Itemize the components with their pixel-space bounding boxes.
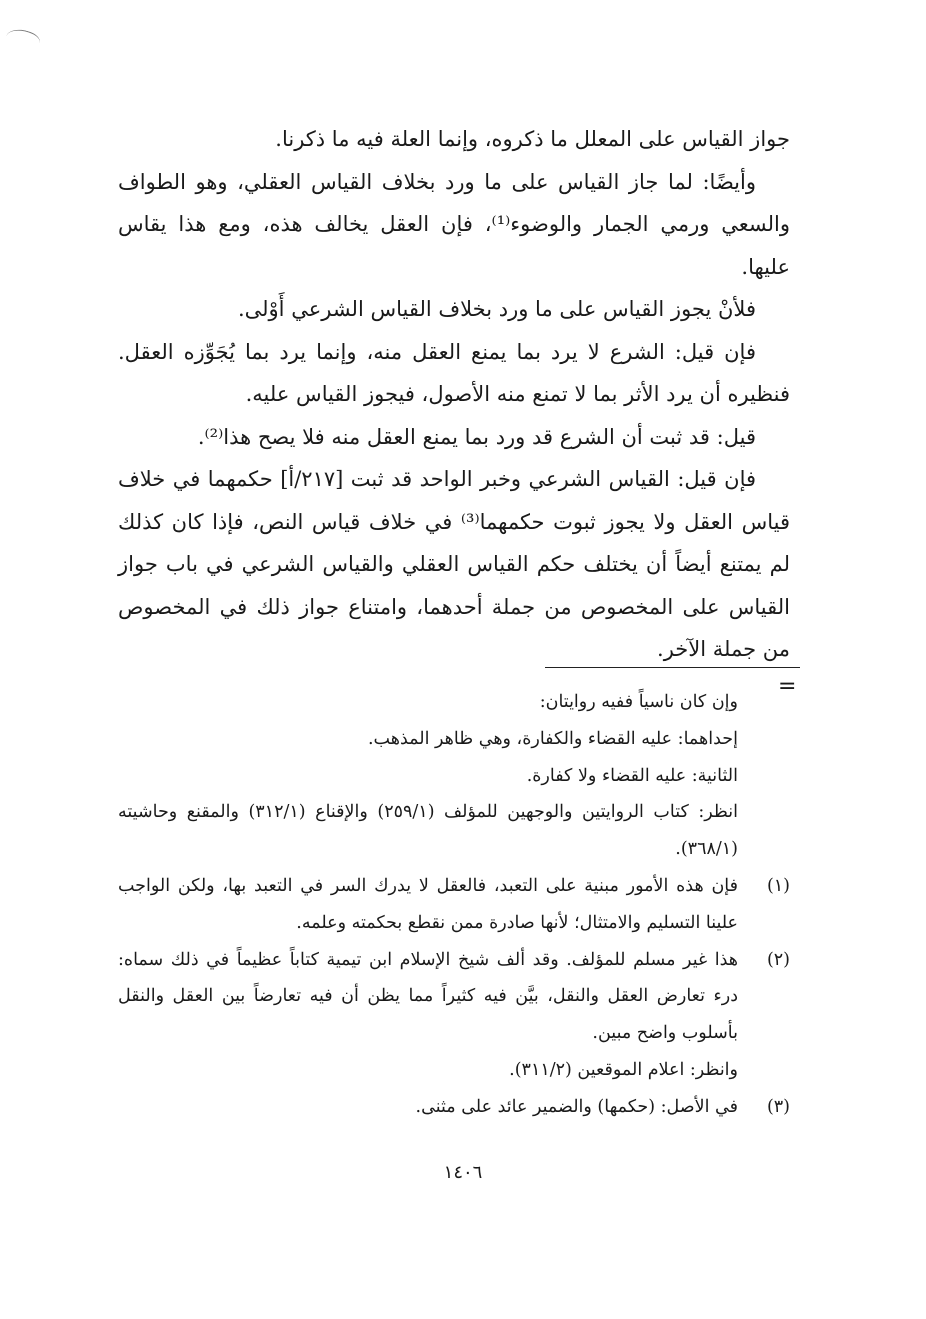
main-paragraph: قيل: قد ثبت أن الشرع قد ورد بما يمنع العقل منه فلا يصح هذا⁽²⁾.: [197, 424, 756, 449]
footnote-body: [118, 942, 738, 1089]
footnote-line: هذا غير مسلم للمؤلف. وقد ألف شيخ الإسلام ابن تيمية كتاباً عظيماً في ذلك سماه: درء تعارض العقل والنقل، بيَّن فيه كثيراً مما يظن أن فيه تعارضاً بين العقل والنقل بأسلوب واضح مبين.: [118, 949, 738, 1044]
footnote-continued: [118, 684, 790, 868]
footnote-line: إحداهما: عليه القضاء والكفارة، وهي ظاهر المذهب.: [367, 728, 738, 749]
footnote-body: [118, 1089, 738, 1126]
footnote-line: الثانية: عليه القضاء ولا كفارة.: [526, 765, 738, 786]
footnote-2: [118, 942, 790, 1089]
footnotes-section: [118, 684, 790, 1126]
page-number: ١٤٠٦: [443, 1162, 483, 1183]
main-paragraph: وأيضًا: لما جاز القياس على ما ورد بخلاف القياس العقلي، وهو الطواف والسعي ورمي الجمار والوضوء⁽¹⁾، فإن العقل يخالف هذه، ومع هذا يقاس عليها.: [118, 169, 790, 279]
footnote-line: وانظر: اعلام الموقعين (٣١١/٢).: [509, 1059, 738, 1080]
main-paragraph: فلأنْ يجوز القياس على ما ورد بخلاف القياس الشرعي أَوْلى.: [237, 297, 756, 321]
footnote-continuation-mark: =: [778, 674, 797, 699]
main-text: [118, 118, 790, 671]
footnote-line: انظر: كتاب الروايتين والوجهين للمؤلف (٢٥٩/١) والإقناع (٣١٢/١) والمقنع وحاشيته (٣٦٨/١).: [118, 802, 738, 860]
footnote-number: (١): [766, 875, 790, 896]
main-paragraph: فإن قيل: القياس الشرعي وخبر الواحد قد ثبت [٢١٧/أ] حكمهما في خلاف قياس العقل ولا يجوز ثبوت حكمهما⁽³⁾ في خلاف قياس النص، فإذا كان كذلك لم يمتنع أيضاً أن يختلف حكم القياس العقلي والقياس الشرعي في باب جواز القياس على المخصوص من جملة أحدهما، وامتناع جواز ذلك في المخصوص من جملة الآخر.: [118, 467, 790, 661]
footnote-number: (٢): [766, 949, 790, 970]
footnote-3: [118, 1089, 790, 1126]
footnote-number: (٣): [766, 1096, 790, 1117]
footnote-line: فإن هذه الأمور مبنية على التعبد، فالعقل لا يدرك السر في التعبد بها، ولكن الواجب علينا التسليم والامتثال؛ لأنها صادرة ممن نقطع بحكمته وعلمه.: [118, 875, 738, 933]
footnote-1: [118, 868, 790, 942]
footnote-body: [118, 868, 738, 942]
main-paragraph: جواز القياس على المعلل ما ذكروه، وإنما العلة فيه ما ذكرنا.: [275, 127, 790, 151]
footnote-line: وإن كان ناسياً ففيه روايتان:: [539, 692, 738, 712]
footnote-body: [118, 684, 738, 868]
scan-corner-mark: [4, 25, 42, 54]
footnote-line: في الأصل: (حكمها) والضمير عائد على مثنى.: [415, 1096, 738, 1117]
main-paragraph: فإن قيل: الشرع لا يرد بما يمنع العقل منه، وإنما يرد بما يُجَوِّزه العقل. فنظيره أن يرد الأثر بما لا تمنع منه الأصول، فيجوز القياس عليه.: [118, 339, 790, 406]
footnote-divider: [545, 667, 800, 668]
